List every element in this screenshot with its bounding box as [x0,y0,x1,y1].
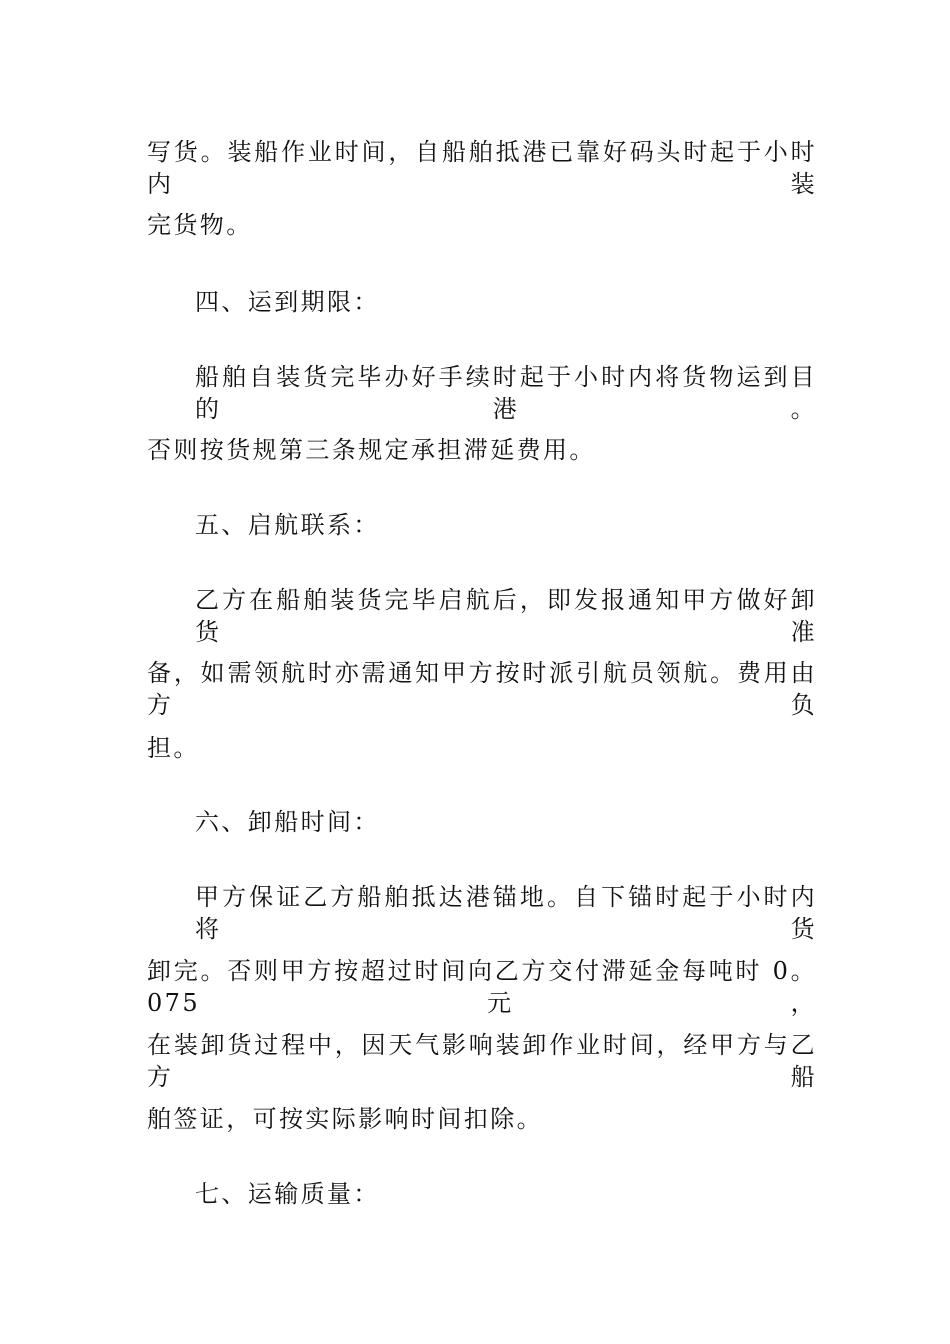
section-heading: 四、运到期限： [195,288,380,316]
text-line: 写货。装船作业时间，自船舶抵港已靠好码头时起于小时内装 [147,138,817,198]
section-heading: 五、启航联系： [195,511,380,539]
text-line: 在装卸货过程中，因天气影响装卸作业时间，经甲方与乙方船 [147,1031,817,1091]
text-line: 卸完。否则甲方按超过时间向乙方交付滞延金每吨时 0。075 元， [147,957,817,1017]
text-line: 否则按货规第三条规定承担滞延费用。 [147,436,596,464]
section-heading: 七、运输质量： [195,1180,380,1208]
text-line: 船舶自装货完毕办好手续时起于小时内将货物运到目的港。 [195,363,817,423]
text-line: 担。 [147,734,200,762]
text-line: 舶签证，可按实际影响时间扣除。 [147,1105,543,1133]
text-line: 乙方在船舶装货完毕启航后，即发报通知甲方做好卸货准 [195,586,817,646]
text-line: 备，如需领航时亦需通知甲方按时派引航员领航。费用由方负 [147,659,817,719]
section-heading: 六、卸船时间： [195,808,380,836]
text-line: 甲方保证乙方船舶抵达港锚地。自下锚时起于小时内将货 [195,883,817,943]
text-line: 完货物。 [147,211,253,239]
